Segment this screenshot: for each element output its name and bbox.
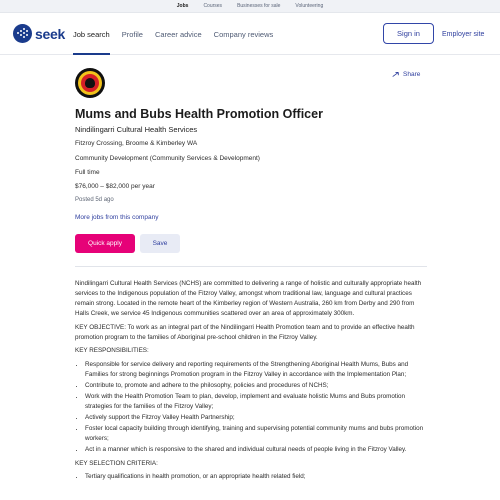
share-icon	[392, 71, 399, 78]
posted-date: Posted 5d ago	[75, 197, 114, 203]
job-description	[75, 279, 427, 486]
nav-career-advice[interactable]: Career advice	[154, 29, 202, 39]
seek-logo-text: seek	[35, 25, 65, 42]
list-item: • Responsible for service delivery and reporting requirements of the Strengthening Aboriginal Health Mums, Bubs and Families for strong beginnings Promotion program in the Fitzroy Valley in accordance with the Implementation Plan;	[85, 360, 427, 380]
nav-company-reviews[interactable]: Company reviews	[213, 29, 274, 39]
job-title: Mums and Bubs Health Promotion Officer	[75, 107, 323, 121]
criteria-heading: KEY SELECTION CRITERIA:	[75, 459, 158, 467]
top-nav-jobs[interactable]: Jobs	[176, 3, 189, 9]
nav-profile[interactable]: Profile	[121, 29, 143, 39]
job-location: Fitzroy Crossing, Broome & Kimberley WA	[75, 140, 198, 147]
share-label: Share	[403, 71, 421, 78]
advertiser-name[interactable]: Nindilingarri Cultural Health Services	[75, 125, 198, 134]
divider	[75, 266, 427, 267]
description-intro: Nindilingarri Cultural Health Services (NCHS) are committed to delivering a range of holistic and culturally appropriate health services to the Indigenous population of the Fitzroy Valley, amongst whom traditional law, language and cultural practices remain strong. Located in the remote heart of the Kimberley region of Western Australia, 260 km from Derby and 290 from Halls Creek, we service 45 Indigenous communities scattered over an area of approximately 300km.	[75, 280, 422, 317]
site-header	[0, 13, 500, 55]
list-item: • Tertiary qualifications in health promotion, or an appropriate health related field;	[85, 472, 427, 482]
list-item: • Contribute to, promote and adhere to the philosophy, policies and procedures of NCHS;	[85, 381, 427, 391]
top-utility-nav	[0, 0, 500, 13]
top-nav-courses[interactable]: Courses	[203, 3, 223, 9]
responsibilities-heading: KEY RESPONSIBILITIES:	[75, 347, 149, 355]
share-button[interactable]	[392, 71, 420, 78]
job-salary: $76,000 – $82,000 per year	[75, 183, 155, 190]
nav-job-search[interactable]: Job search	[73, 13, 110, 55]
job-classification: Community Development (Community Services & Development)	[75, 155, 260, 162]
list-item: • Foster local capacity building through identifying, training and supervising potential community mums and bubs promotion workers;	[85, 424, 427, 444]
seek-logo-icon	[13, 24, 32, 43]
top-nav-volunteering[interactable]: Volunteering	[295, 3, 324, 9]
seek-logo[interactable]	[13, 24, 65, 43]
sign-in-button[interactable]: Sign in	[383, 23, 434, 44]
list-item: • Act in a manner which is responsive to the shared and individual cultural needs of people living in the Fitzroy Valley.	[85, 445, 427, 455]
list-item: • Actively support the Fitzroy Valley Health Partnership;	[85, 413, 427, 423]
list-item: • Work with the Health Promotion Team to plan, develop, implement and evaluate holistic Mums and Bubs promotion strategies for the families of the Fitzroy Valley;	[85, 392, 427, 412]
responsibilities-list	[85, 360, 427, 454]
main-nav	[73, 13, 273, 55]
job-work-type: Full time	[75, 169, 100, 176]
more-jobs-link[interactable]: More jobs from this company	[75, 214, 159, 221]
save-button[interactable]: Save	[140, 234, 180, 253]
company-logo-icon	[75, 68, 105, 98]
description-objective: KEY OBJECTIVE: To work as an integral part of the Nindilingarri Health Promotion team and to provide an effective health promotion program to the families of Aboriginal pre-school children in the Fitzroy Valley.	[75, 323, 415, 341]
top-nav-businesses-for-sale[interactable]: Businesses for sale	[237, 3, 281, 9]
criteria-list	[85, 472, 427, 482]
employer-site-link[interactable]: Employer site	[442, 30, 485, 38]
quick-apply-button[interactable]: Quick apply	[75, 234, 135, 253]
